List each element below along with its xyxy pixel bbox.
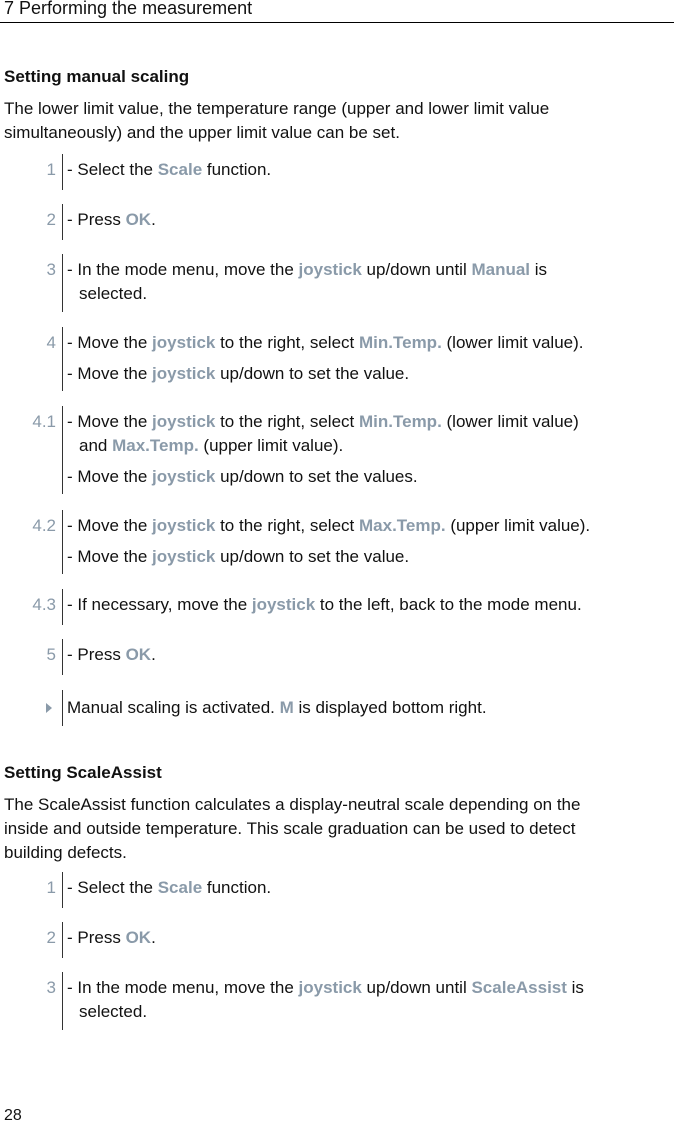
step-divider [62, 639, 63, 675]
step-text: - In the mode menu, move the joystick up/down until ScaleAssist is [67, 978, 584, 997]
keyword-joystick: joystick [152, 364, 216, 383]
step-text: - Move the joystick up/down to set the value. [67, 547, 410, 566]
keyword-m: M [279, 698, 294, 717]
step-number: 4.3 [32, 595, 56, 614]
step-number: 1 [46, 160, 56, 179]
step-text-continued: selected. [79, 284, 148, 303]
section-heading-manual-scaling: Setting manual scaling [4, 67, 190, 86]
step-divider [62, 922, 63, 958]
step-divider [62, 972, 63, 1030]
step-text: - Move the joystick to the right, select Max.Temp. (upper limit value). [67, 516, 591, 535]
step-text: - Move the joystick up/down to set the value. [67, 364, 410, 383]
step-number: 3 [46, 978, 56, 997]
keyword-min-temp: Min.Temp. [359, 412, 442, 431]
keyword-joystick: joystick [298, 260, 362, 279]
intro-line: building defects. [4, 843, 127, 862]
keyword-joystick: joystick [298, 978, 362, 997]
keyword-max-temp: Max.Temp. [359, 516, 446, 535]
chapter-title: 7 Performing the measurement [4, 0, 253, 18]
step-text-continued: selected. [79, 1002, 148, 1021]
manual-scaling-intro [4, 97, 654, 145]
step-number: 1 [46, 878, 56, 897]
page-header [0, 0, 674, 23]
intro-line: inside and outside temperature. This scale graduation can be used to detect [4, 819, 576, 838]
step-text: - Select the Scale function. [67, 878, 272, 897]
step-text: - Press OK. [67, 645, 156, 664]
step-divider [62, 872, 63, 908]
result-arrow-icon [46, 703, 52, 713]
step-number: 4 [46, 333, 56, 352]
keyword-joystick: joystick [152, 333, 216, 352]
step-number: 4.1 [32, 412, 56, 431]
scaleassist-intro [4, 793, 654, 865]
step-text: - Press OK. [67, 210, 156, 229]
keyword-joystick: joystick [152, 412, 216, 431]
step-divider [62, 204, 63, 240]
keyword-joystick: joystick [251, 595, 316, 614]
keyword-scaleassist: ScaleAssist [471, 978, 567, 997]
keyword-min-temp: Min.Temp. [359, 333, 442, 352]
keyword-scale: Scale [157, 160, 203, 179]
step-number: 3 [46, 260, 56, 279]
section-heading-scaleassist: Setting ScaleAssist [4, 763, 162, 782]
step-text: - Move the joystick to the right, select Min.Temp. (lower limit value). [67, 333, 584, 352]
keyword-ok: OK [125, 210, 152, 229]
step-divider [62, 690, 63, 726]
step-text: - If necessary, move the joystick to the left, back to the mode menu. [67, 595, 582, 614]
step-divider [62, 406, 63, 494]
step-number: 4.2 [32, 516, 56, 535]
intro-line: The lower limit value, the temperature range (upper and lower limit value [4, 99, 550, 118]
result-text: Manual scaling is activated. M is displayed bottom right. [67, 698, 487, 717]
keyword-joystick: joystick [152, 516, 216, 535]
step-divider [62, 254, 63, 312]
keyword-max-temp: Max.Temp. [112, 436, 199, 455]
step-text: - Select the Scale function. [67, 160, 272, 179]
keyword-ok: OK [125, 928, 152, 947]
step-text-continued: and Max.Temp. (upper limit value). [79, 436, 344, 455]
step-text: - Move the joystick to the right, select Min.Temp. (lower limit value) [67, 412, 579, 431]
step-number: 5 [46, 645, 56, 664]
step-divider [62, 589, 63, 625]
step-divider [62, 327, 63, 391]
keyword-manual: Manual [471, 260, 531, 279]
step-divider [62, 510, 63, 574]
intro-line: simultaneously) and the upper limit value can be set. [4, 123, 400, 142]
step-text: - Move the joystick up/down to set the values. [67, 467, 418, 486]
step-number: 2 [46, 210, 56, 229]
step-text: - In the mode menu, move the joystick up/down until Manual is [67, 260, 548, 279]
keyword-scale: Scale [157, 878, 203, 897]
keyword-ok: OK [125, 645, 152, 664]
step-divider [62, 154, 63, 190]
keyword-joystick: joystick [152, 547, 216, 566]
page-number: 28 [4, 1107, 22, 1124]
step-number: 2 [46, 928, 56, 947]
keyword-joystick: joystick [152, 467, 216, 486]
step-text: - Press OK. [67, 928, 156, 947]
intro-line: The ScaleAssist function calculates a display-neutral scale depending on the [4, 795, 581, 814]
